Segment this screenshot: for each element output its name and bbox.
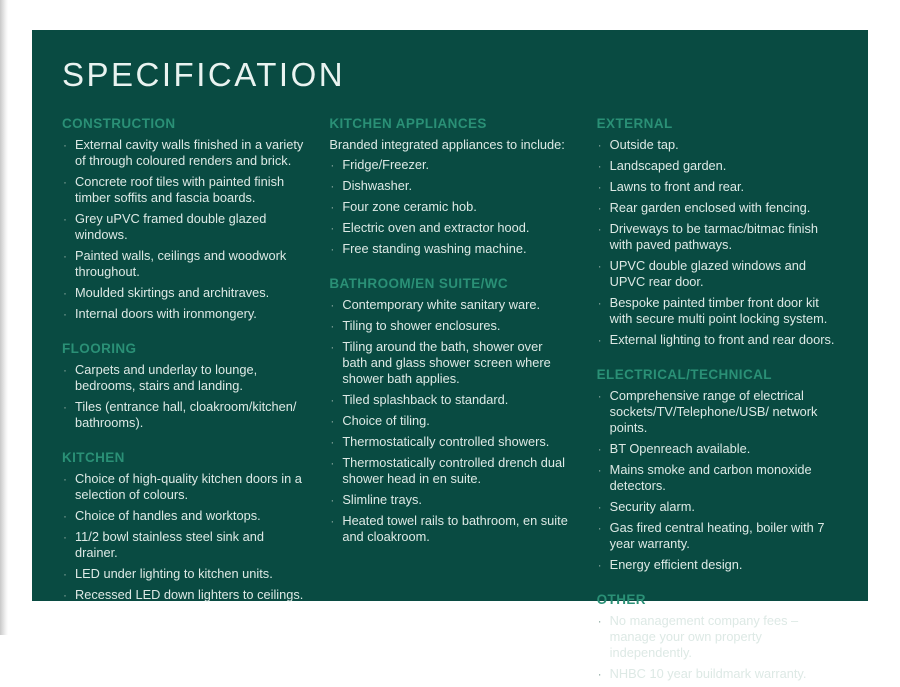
list-item — [597, 499, 838, 515]
list-item — [329, 178, 570, 194]
item-text: LED under lighting to kitchen units. — [75, 566, 273, 581]
section-heading: BATHROOM/EN SUITE/WC — [329, 276, 509, 291]
item-text: Carpets and underlay to lounge, bedrooms, stairs and landing. — [75, 362, 258, 393]
bullet-icon: · — [597, 667, 602, 681]
section-heading: OTHER — [596, 592, 646, 607]
list-item — [62, 174, 303, 206]
list-item — [62, 566, 303, 582]
list-item — [62, 399, 303, 431]
list-item — [62, 211, 303, 243]
list-item — [62, 587, 303, 603]
item-text: Choice of high-quality kitchen doors in a selection of colours. — [75, 471, 302, 502]
item-text: Concrete roof tiles with painted finish timber soffits and fascia boards. — [75, 174, 285, 205]
section-construction — [62, 116, 303, 322]
bullet-icon: · — [597, 463, 602, 477]
list-item — [329, 199, 570, 215]
item-text: Electric oven and extractor hood. — [342, 220, 530, 235]
list-item — [329, 241, 570, 257]
bullet-icon: · — [597, 521, 602, 535]
item-text: Free standing washing machine. — [342, 241, 527, 256]
item-text: Moulded skirtings and architraves. — [75, 285, 270, 300]
item-list — [597, 613, 838, 682]
item-text: Lawns to front and rear. — [609, 179, 745, 194]
bullet-icon: · — [63, 286, 67, 300]
list-item — [62, 508, 303, 524]
bullet-icon: · — [597, 201, 602, 215]
specification-card — [32, 30, 868, 681]
item-text: External cavity walls finished in a variety of through coloured renders and brick. — [75, 137, 304, 168]
bullet-icon: · — [330, 221, 335, 235]
list-item — [329, 220, 570, 236]
bullet-icon: · — [597, 442, 602, 456]
bullet-icon: · — [597, 333, 602, 347]
bullet-icon: · — [330, 298, 335, 312]
column-1 — [62, 116, 303, 687]
list-item — [62, 285, 303, 301]
list-item — [329, 339, 570, 387]
item-text: Internal doors with ironmongery. — [75, 306, 257, 321]
item-text: Driveways to be tarmac/bitmac finish with paved pathways. — [609, 221, 819, 252]
list-item — [597, 179, 838, 195]
item-text: BT Openreach available. — [609, 441, 751, 456]
item-text: Tiled splashback to standard. — [342, 392, 509, 407]
list-item — [597, 666, 838, 682]
item-text: Contemporary white sanitary ware. — [342, 297, 541, 312]
item-text: Comprehensive range of electrical sockets/TV/Telephone/USB/ network points. — [609, 388, 818, 435]
section-kitchen-appliances — [329, 116, 570, 257]
bullet-icon: · — [63, 530, 67, 544]
item-text: Four zone ceramic hob. — [342, 199, 477, 214]
bullet-icon: · — [597, 180, 602, 194]
bullet-icon: · — [63, 249, 67, 263]
bullet-icon: · — [330, 456, 335, 470]
bullet-icon: · — [597, 614, 602, 628]
list-item — [329, 455, 570, 487]
item-text: Dishwasher. — [342, 178, 413, 193]
item-text: Outside tap. — [609, 137, 679, 152]
item-list — [62, 137, 303, 322]
bullet-icon: · — [597, 222, 602, 236]
item-text: NHBC 10 year buildmark warranty. — [609, 666, 807, 681]
list-item — [329, 413, 570, 429]
list-item — [597, 388, 838, 436]
list-item — [597, 221, 838, 253]
item-text: Painted walls, ceilings and woodwork throughout. — [75, 248, 287, 279]
bullet-icon: · — [63, 400, 67, 414]
section-heading: EXTERNAL — [596, 116, 673, 131]
bullet-icon: · — [597, 296, 602, 310]
column-2 — [329, 116, 570, 687]
section-flooring — [62, 341, 303, 431]
item-text: Choice of handles and worktops. — [75, 508, 261, 523]
bullet-icon: · — [330, 179, 335, 193]
item-text: Tiles (entrance hall, cloakroom/kitchen/ bathrooms). — [75, 399, 297, 430]
section-kitchen — [62, 450, 303, 603]
section-intro: Branded integrated appliances to include: — [329, 137, 565, 152]
section-electrical-technical — [597, 367, 838, 573]
list-item — [597, 441, 838, 457]
bullet-icon: · — [63, 472, 67, 486]
section-bathroom-ensuite-wc — [329, 276, 570, 545]
list-item — [329, 513, 570, 545]
item-list — [62, 362, 303, 431]
list-item — [597, 557, 838, 573]
item-text: No management company fees – manage your own property independently. — [609, 613, 799, 660]
bullet-icon: · — [63, 509, 67, 523]
bullet-icon: · — [63, 175, 67, 189]
list-item — [329, 157, 570, 173]
item-text: Fridge/Freezer. — [342, 157, 430, 172]
bullet-icon: · — [330, 414, 335, 428]
list-item — [597, 332, 838, 348]
item-text: 11/2 bowl stainless steel sink and drainer. — [75, 529, 264, 560]
item-text: Slimline trays. — [342, 492, 422, 507]
bullet-icon: · — [330, 200, 335, 214]
item-text: Tiling to shower enclosures. — [342, 318, 501, 333]
bullet-icon: · — [330, 340, 335, 354]
bullet-icon: · — [330, 319, 335, 333]
item-list — [597, 388, 838, 573]
list-item — [62, 306, 303, 322]
item-list — [62, 471, 303, 603]
bullet-icon: · — [63, 138, 67, 152]
bullet-icon: · — [330, 393, 335, 407]
item-list — [329, 157, 570, 257]
bullet-icon: · — [330, 158, 335, 172]
section-heading: CONSTRUCTION — [62, 116, 176, 131]
section-heading: FLOORING — [62, 341, 137, 356]
item-text: Grey uPVC framed double glazed windows. — [75, 211, 267, 242]
item-list — [597, 137, 838, 348]
item-text: Rear garden enclosed with fencing. — [609, 200, 811, 215]
list-item — [597, 258, 838, 290]
list-item — [597, 462, 838, 494]
bullet-icon: · — [597, 159, 602, 173]
bullet-icon: · — [597, 389, 602, 403]
section-heading: KITCHEN — [62, 450, 125, 465]
section-heading: ELECTRICAL/TECHNICAL — [596, 367, 772, 382]
bullet-icon: · — [597, 138, 602, 152]
list-item — [62, 248, 303, 280]
item-text: Recessed LED down lighters to ceilings. — [75, 587, 304, 602]
bullet-icon: · — [597, 500, 602, 514]
section-other — [597, 592, 838, 682]
page-edge-shadow — [0, 0, 8, 635]
list-item — [597, 137, 838, 153]
bullet-icon: · — [597, 558, 602, 572]
bullet-icon: · — [330, 514, 335, 528]
bullet-icon: · — [63, 567, 67, 581]
bullet-icon: · — [63, 307, 67, 321]
item-text: UPVC double glazed windows and UPVC rear door. — [609, 258, 806, 289]
item-text: Tiling around the bath, shower over bath and glass shower screen where shower bath applies. — [342, 339, 551, 386]
item-text: Mains smoke and carbon monoxide detectors. — [609, 462, 812, 493]
columns-container — [62, 116, 838, 687]
section-external — [597, 116, 838, 348]
bullet-icon: · — [330, 493, 335, 507]
bullet-icon: · — [63, 588, 67, 602]
item-text: Choice of tiling. — [342, 413, 430, 428]
bullet-icon: · — [597, 259, 602, 273]
item-text: Thermostatically controlled showers. — [342, 434, 550, 449]
item-text: Security alarm. — [609, 499, 695, 514]
column-3 — [597, 116, 838, 687]
item-text: Landscaped garden. — [609, 158, 727, 173]
list-item — [329, 297, 570, 313]
list-item — [329, 434, 570, 450]
list-item — [62, 137, 303, 169]
list-item — [62, 529, 303, 561]
item-text: Thermostatically controlled drench dual shower head in en suite. — [342, 455, 565, 486]
item-text: External lighting to front and rear doors. — [609, 332, 835, 347]
list-item — [62, 471, 303, 503]
section-heading: KITCHEN APPLIANCES — [329, 116, 487, 131]
list-item — [329, 392, 570, 408]
list-item — [62, 362, 303, 394]
list-item — [597, 520, 838, 552]
list-item — [597, 295, 838, 327]
bullet-icon: · — [330, 242, 335, 256]
bullet-icon: · — [330, 435, 335, 449]
item-list — [329, 297, 570, 545]
item-text: Bespoke painted timber front door kit with secure multi point locking system. — [609, 295, 828, 326]
list-item — [597, 200, 838, 216]
list-item — [329, 492, 570, 508]
list-item — [597, 158, 838, 174]
item-text: Gas fired central heating, boiler with 7 year warranty. — [609, 520, 825, 551]
list-item — [329, 318, 570, 334]
item-text: Heated towel rails to bathroom, en suite and cloakroom. — [342, 513, 568, 544]
bullet-icon: · — [63, 363, 67, 377]
page-title: SPECIFICATION — [62, 56, 346, 93]
bullet-icon: · — [63, 212, 67, 226]
item-text: Energy efficient design. — [609, 557, 743, 572]
list-item — [597, 613, 838, 661]
